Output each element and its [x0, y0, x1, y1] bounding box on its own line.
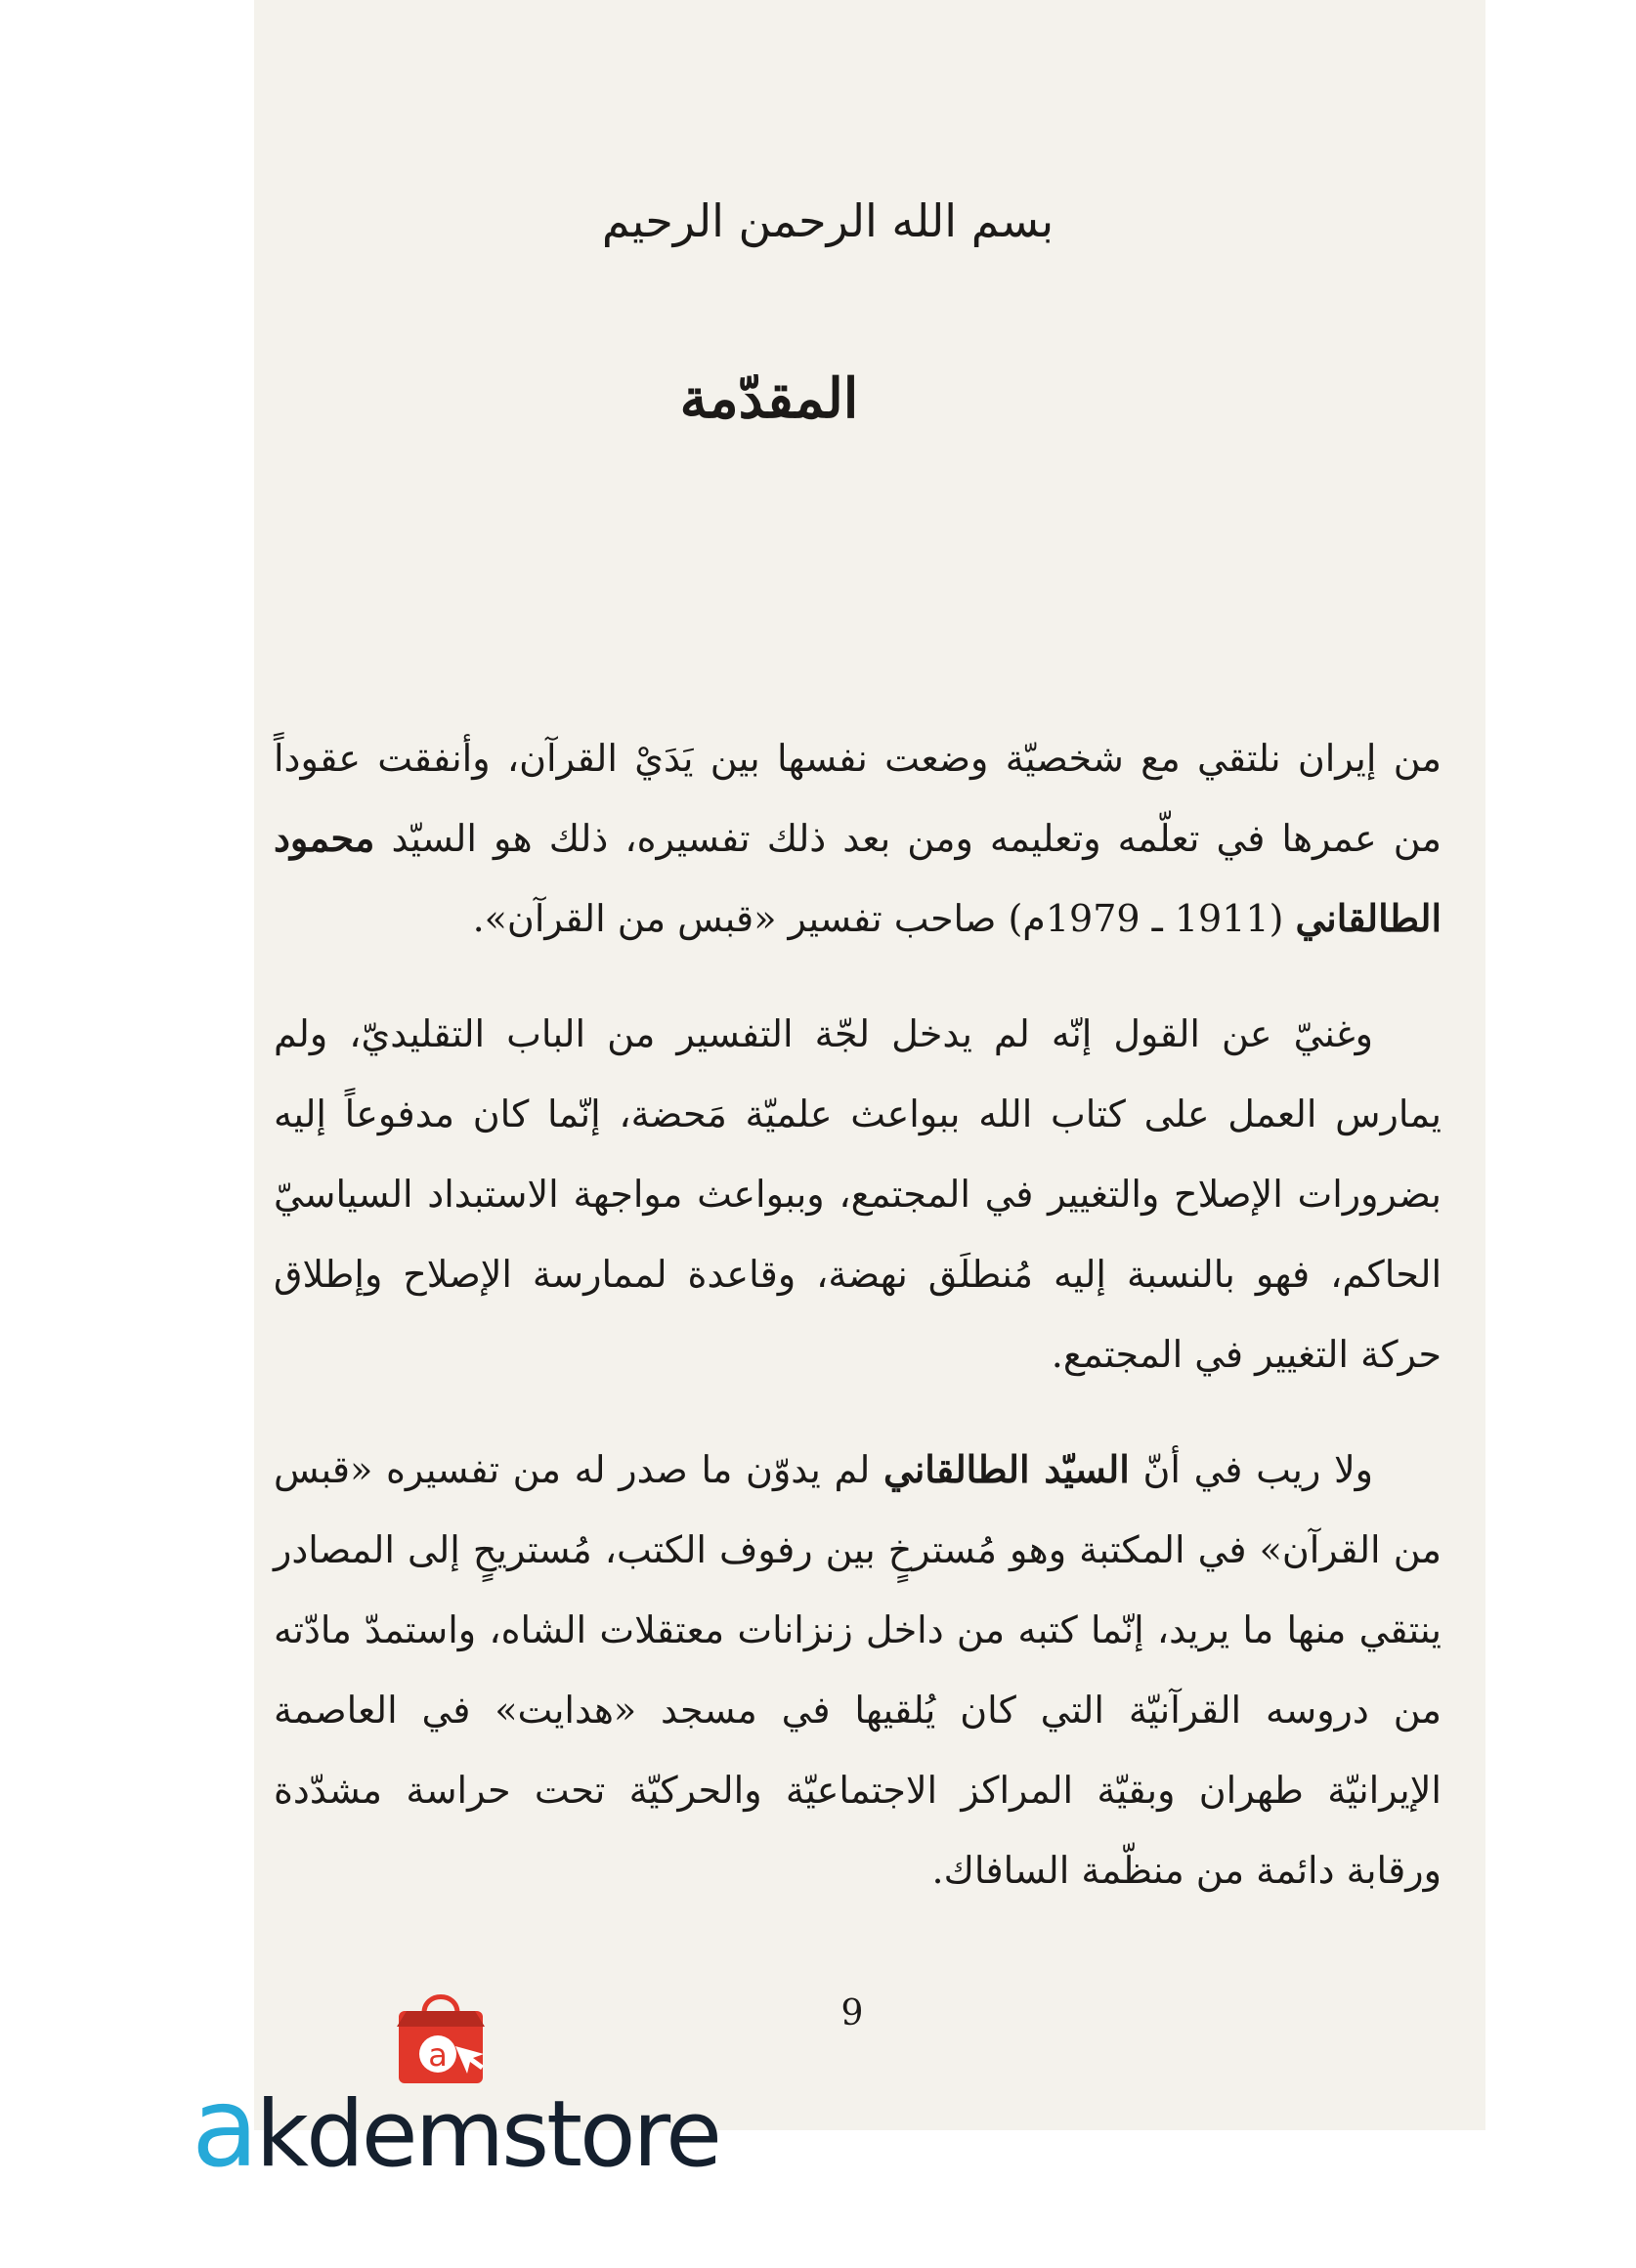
page-title: المقدّمة — [679, 366, 859, 431]
page-number: 9 — [840, 1993, 864, 2033]
text-run: وغنيّ عن القول إنّه لم يدخل لجّة التفسير من الباب التقليديّ، ولم يمارس العمل على كتاب الله ببواعث علميّة مَحضة، إنّما كان مدفوعاً إليه بضرورات الإصلاح والتغيير في المجتمع، وببواعث مواجهة الاستبداد السياسيّ الحاكم، فهو بالنسبة إليه مُنطلَق نهضة، وقاعدة لممارسة الإصلاح وإطلاق حركة التغيير في المجتمع. — [274, 1012, 1442, 1376]
shopping-bag-icon — [387, 1982, 495, 2089]
bag-letter: a — [428, 2036, 448, 2074]
paragraph — [274, 994, 1442, 1394]
watermark-logo — [192, 1964, 719, 2192]
text-run: (1911 ـ 1979م) صاحب تفسير «قبس من القرآن». — [472, 897, 1296, 940]
text-run: لم يدوّن ما صدر له من تفسيره «قبس من القرآن» في المكتبة وهو مُسترخٍ بين رفوف الكتب، مُستريحٍ إلى المصادر ينتقي منها ما يريد، إنّما كتبه من داخل زنزانات معتقلات الشاه، واستمدّ مادّته من دروسه القرآنيّة التي كان يُلقيها في مسجد «هدايت» في العاصمة الإيرانيّة طهران وبقيّة المراكز الاجتماعيّة والحركيّة تحت حراسة مشدّدة ورقابة دائمة من منظّمة السافاك. — [274, 1448, 1442, 1892]
body-text — [274, 718, 1442, 1946]
brand-rest: kdemstore — [255, 2081, 719, 2188]
brand-name — [192, 2065, 719, 2192]
basmala-heading: بسم الله الرحمن الرحيم — [601, 194, 1055, 247]
bold-name: السيّد الطالقاني — [883, 1447, 1130, 1491]
text-run: من إيران نلتقي مع شخصيّة وضعت نفسها بين يَدَيْ القرآن، وأنفقت عقوداً من عمرها في تعلّمه وتعليمه ومن بعد ذلك تفسيره، ذلك هو السيّد — [274, 737, 1442, 860]
paragraph — [274, 718, 1442, 959]
text-run: ولا ريب في أنّ — [1129, 1448, 1373, 1491]
paragraph — [274, 1430, 1442, 1910]
brand-accent-letter: a — [192, 2065, 256, 2192]
bold-name: محمود الطالقاني — [274, 816, 1442, 940]
